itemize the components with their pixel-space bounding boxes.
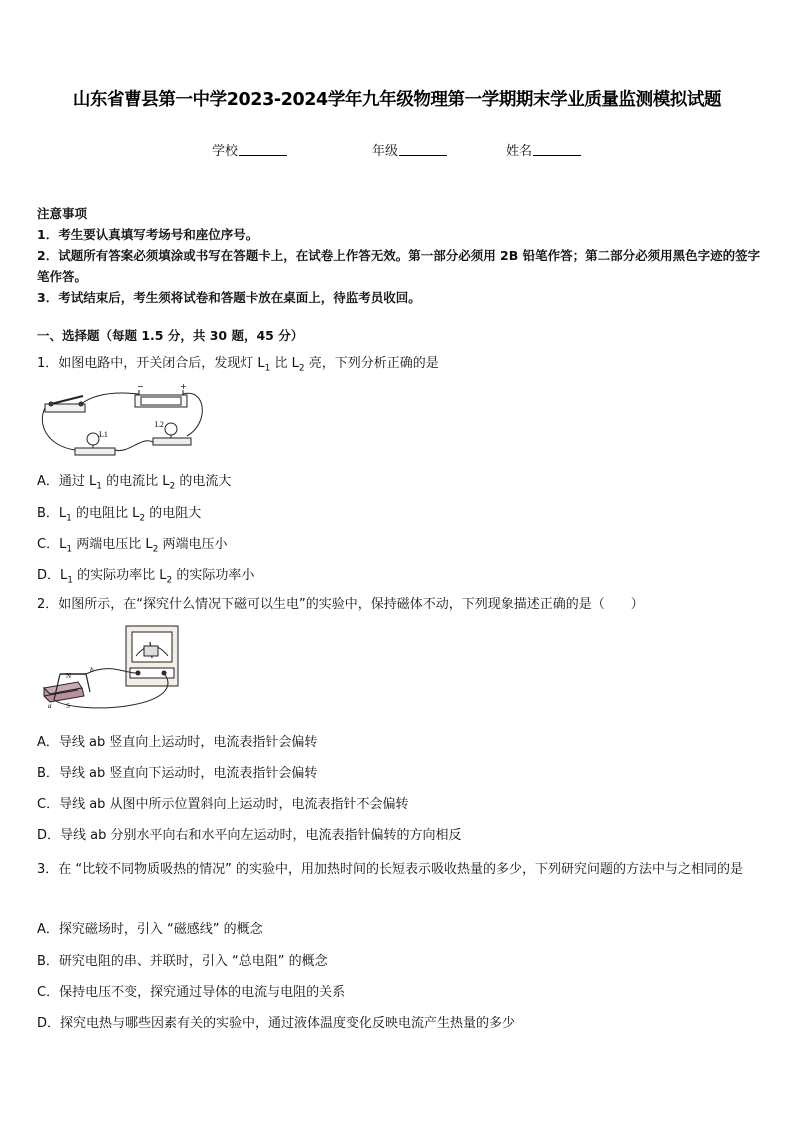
notice-block — [37, 203, 761, 308]
switch-lever — [51, 396, 83, 404]
name-label: 姓名 — [506, 144, 533, 159]
q1-stem-sub: 1 — [264, 363, 271, 374]
label-a: a — [48, 702, 52, 710]
q3-option-b[interactable]: B．研究电阻的串、并联时，引入 “总电阻” 的概念 — [37, 954, 328, 969]
label-n: N — [66, 672, 72, 680]
grade-blank[interactable] — [399, 143, 447, 156]
q1-stem-text: 比 L — [270, 356, 299, 371]
page-title: 山东省曹县第一中学2023-2024学年九年级物理第一学期期末学业质量监测模拟试题 — [72, 90, 722, 110]
question-2-stem: 2．如图所示，在“探究什么情况下磁可以生电”的实验中，保持磁体不动，下列现象描述正确的是（ ） — [37, 597, 644, 612]
notice-item: 2．试题所有答案必须填涂或书写在答题卡上，在试卷上作答无效。第一部分必须用 2B 铅笔作答；第二部分必须用黑色字迹的签字笔作答。 — [37, 248, 761, 284]
q3-option-d[interactable]: D．探究电热与哪些因素有关的实验中，通过液体温度变化反映电流产生热量的多少 — [37, 1016, 516, 1031]
lamp-l1-icon — [87, 433, 99, 445]
q3-option-c[interactable]: C．保持电压不变，探究通过导体的电流与电阻的关系 — [37, 985, 346, 1000]
label-b: b — [90, 666, 94, 674]
question-3-stem: 3．在 “比较不同物质吸热的情况” 的实验中，用加热时间的长短表示吸收热量的多少，下列研究问题的方法中与之相同的是 — [37, 862, 744, 877]
circuit-figure — [37, 384, 213, 462]
q2-option-d[interactable]: D．导线 ab 分别水平向右和水平向左运动时，电流表指针偏转的方向相反 — [37, 828, 462, 843]
label-plus: + — [180, 384, 187, 391]
notice-item: 3．考试结束后，考生须将试卷和答题卡放在桌面上，待监考员收回。 — [37, 290, 421, 305]
question-1-stem — [37, 354, 761, 379]
name-field — [506, 140, 581, 159]
label-minus: − — [137, 384, 144, 391]
q1-option-b[interactable]: B．$L_1$ 的电阻比 $L_2$ 的电阻大 — [37, 506, 202, 524]
section-heading: 一、选择题（每题 1.5 分，共 30 题，45 分） — [37, 328, 304, 343]
q2-option-b[interactable]: B．导线 ab 竖直向下运动时，电流表指针会偏转 — [37, 766, 318, 781]
induction-figure — [40, 622, 202, 714]
q3-option-a[interactable]: A．探究磁场时，引入 “磁感线” 的概念 — [37, 922, 263, 937]
notice-heading: 注意事项 — [37, 206, 88, 221]
lamp-l2-base — [153, 438, 191, 445]
q1-option-c[interactable]: C．$L_1$ 两端电压比 $L_2$ 两端电压小 — [37, 537, 228, 555]
lamp-l2-icon — [165, 423, 177, 435]
lamp-l1-base — [75, 448, 115, 455]
q1-option-a[interactable]: A．通过 $L_1$ 的电流比 $L_2$ 的电流大 — [37, 474, 232, 492]
grade-field — [372, 140, 447, 159]
label-l2: L2 — [155, 420, 164, 429]
name-blank[interactable] — [533, 143, 581, 156]
q1-option-d[interactable]: D．$L_1$ 的实际功率比 $L_2$ 的实际功率小 — [37, 568, 255, 586]
label-s: S — [66, 702, 70, 710]
label-l1: L1 — [99, 430, 108, 439]
school-blank[interactable] — [239, 143, 287, 156]
school-label: 学校 — [212, 144, 239, 159]
q1-stem-text: 亮，下列分析正确的是 — [304, 356, 439, 371]
q1-stem-text: 1．如图电路中，开关闭合后，发现灯 L — [37, 356, 265, 371]
q1-stem-sub: 2 — [298, 363, 305, 374]
notice-item: 1．考生要认真填写考场号和座位序号。 — [37, 227, 259, 242]
q2-option-c[interactable]: C．导线 ab 从图中所示位置斜向上运动时，电流表指针不会偏转 — [37, 797, 409, 812]
q2-option-a[interactable]: A．导线 ab 竖直向上运动时，电流表指针会偏转 — [37, 735, 318, 750]
school-field — [212, 140, 287, 159]
grade-label: 年级 — [372, 144, 399, 159]
